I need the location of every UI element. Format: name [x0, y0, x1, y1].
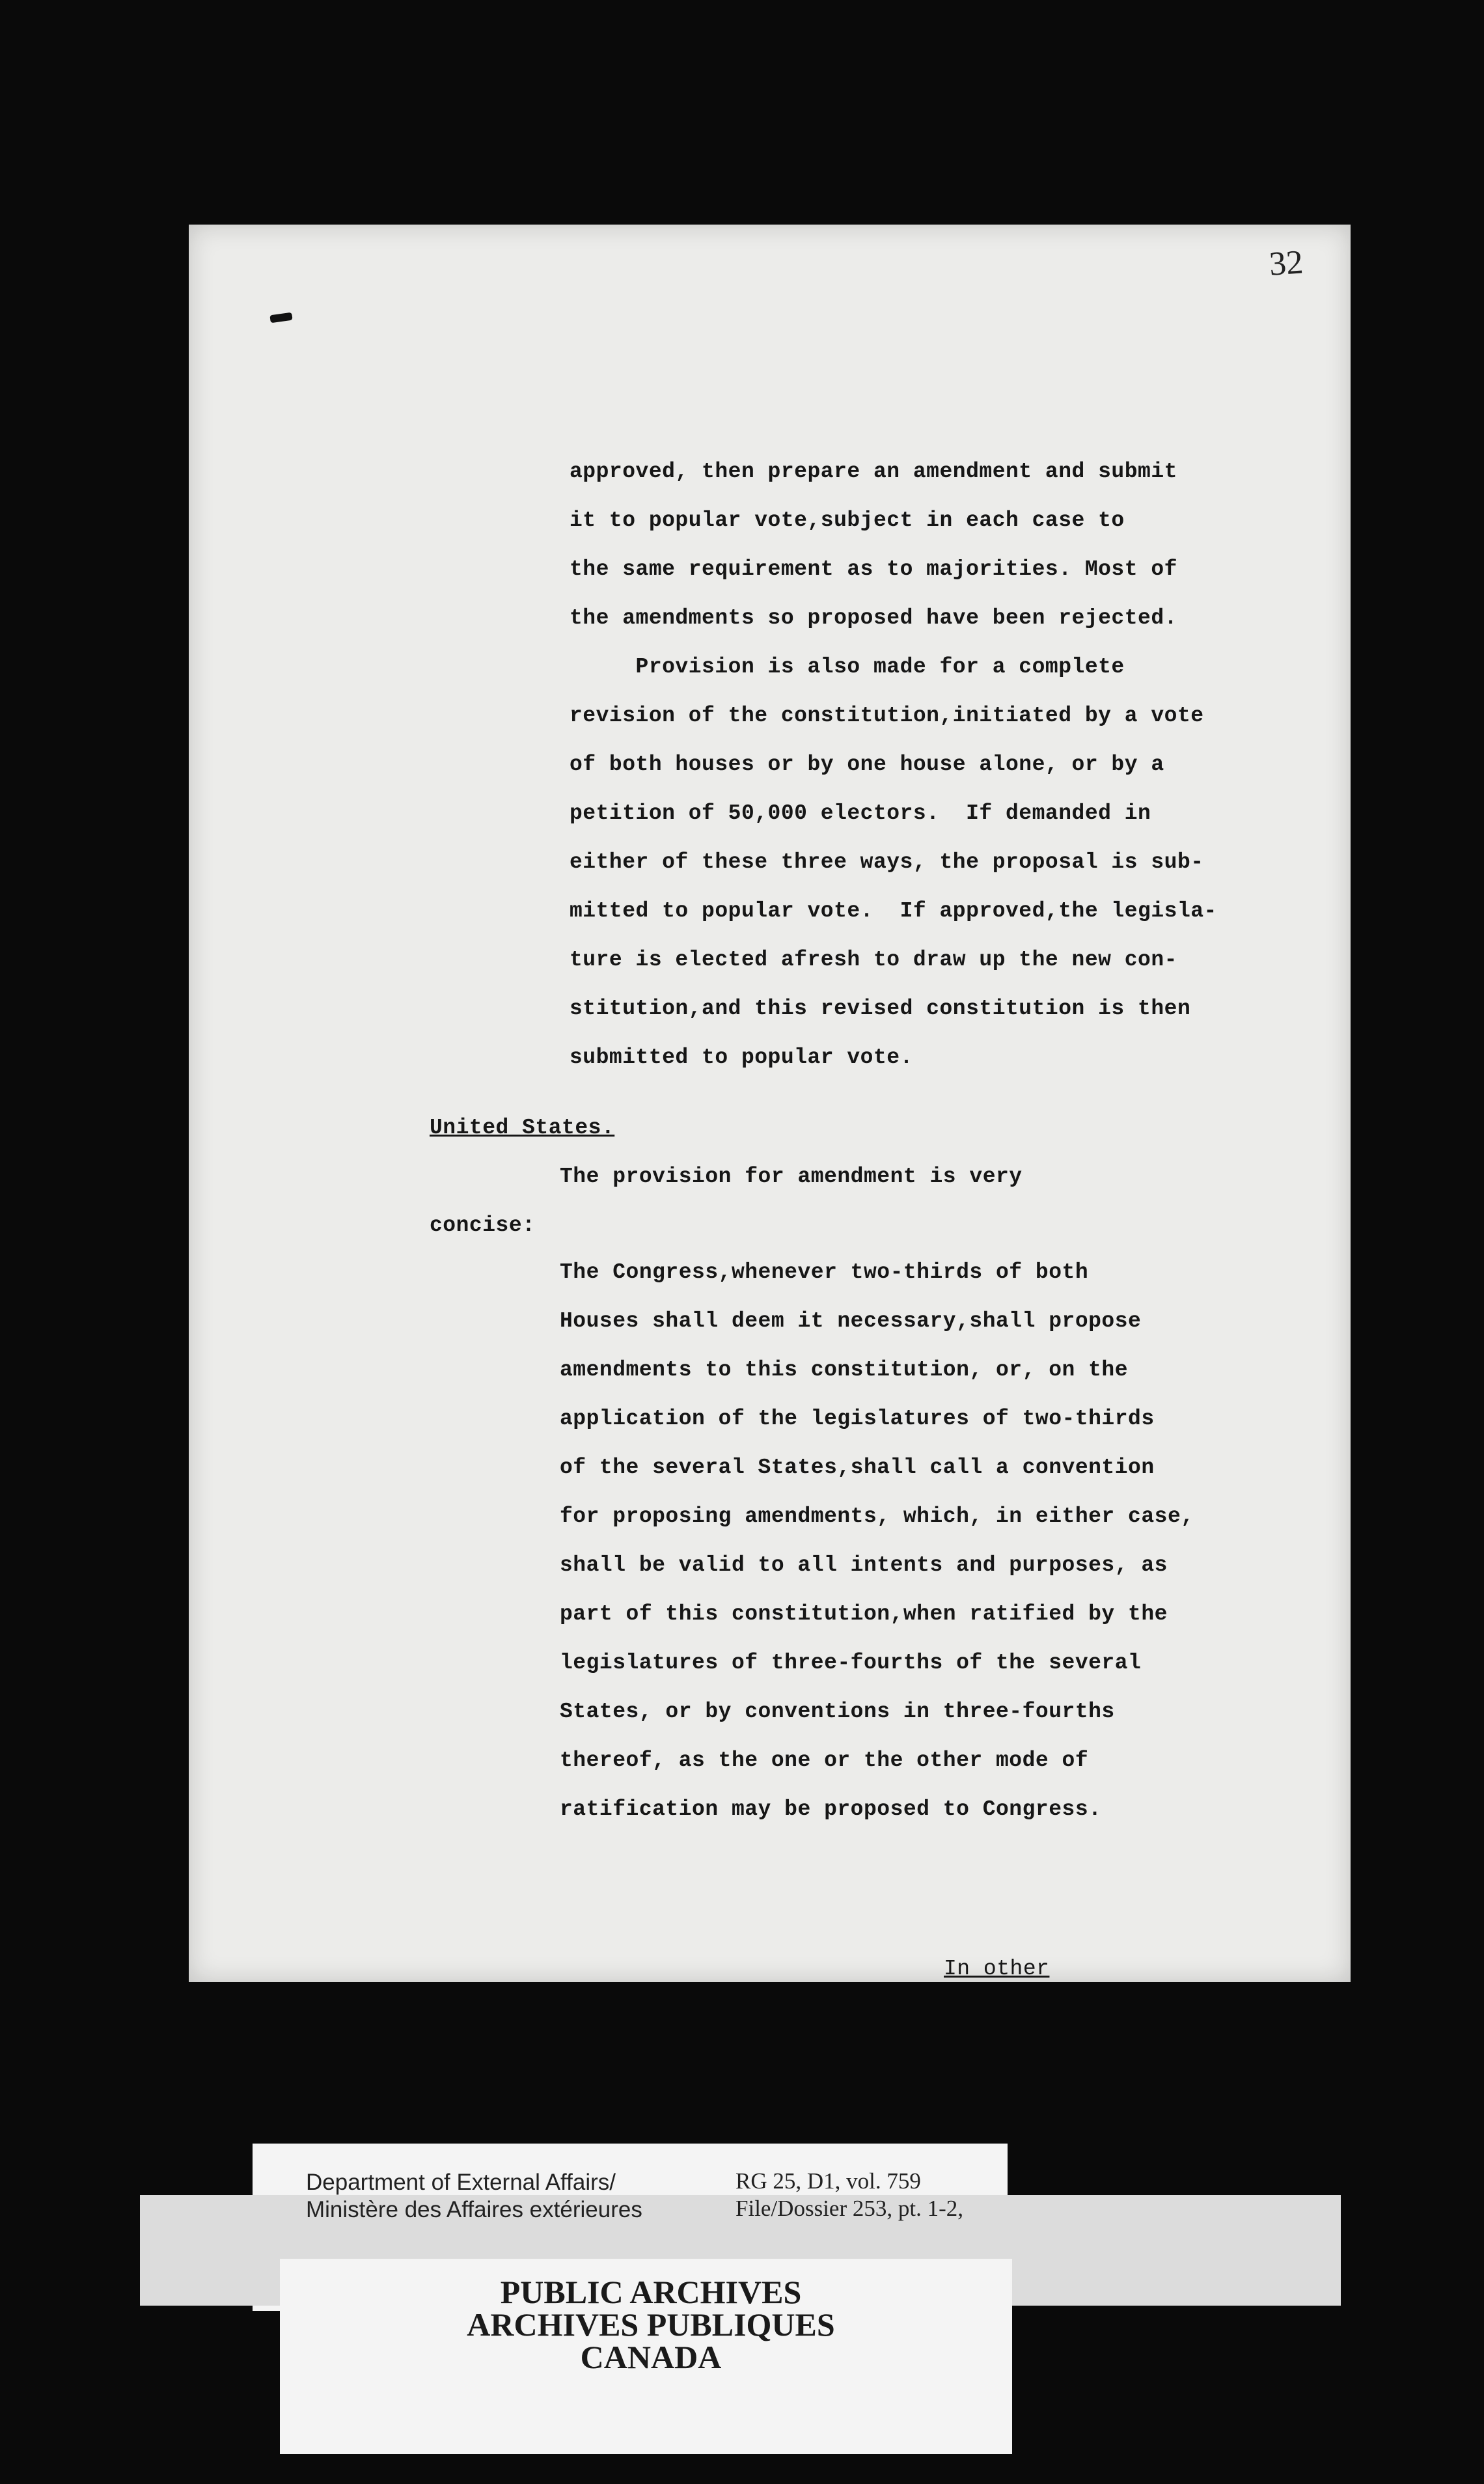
file-reference: File/Dossier 253, pt. 1-2,	[735, 2196, 963, 2221]
quote-line: Houses shall deem it necessary,shall propose	[560, 1309, 1142, 1333]
text-line: mitted to popular vote. If approved,the legisla-	[570, 899, 1217, 923]
quote-line: ratification may be proposed to Congress.	[560, 1797, 1102, 1821]
text-line: stitution,and this revised constitution is then	[570, 997, 1191, 1021]
catchword: In other	[944, 1957, 1050, 1981]
intro-line-continued: concise:	[430, 1213, 536, 1237]
text-line: petition of 50,000 electors. If demanded in	[570, 801, 1151, 825]
text-line: Provision is also made for a complete	[570, 655, 1125, 679]
section-heading: United States.	[430, 1116, 615, 1140]
quote-line: The Congress,whenever two-thirds of both	[560, 1260, 1089, 1284]
text-line: either of these three ways, the proposal is sub-	[570, 850, 1204, 874]
record-group-reference: RG 25, D1, vol. 759	[735, 2168, 921, 2194]
quote-line: for proposing amendments, which, in either case,	[560, 1504, 1194, 1528]
text-line: it to popular vote,subject in each case to	[570, 508, 1125, 532]
stamp-line-country: CANADA	[580, 2339, 722, 2375]
quote-line: legislatures of three-fourths of the several	[560, 1651, 1142, 1675]
text-line: ture is elected afresh to draw up the new con-	[570, 948, 1177, 972]
page-number: 32	[1268, 243, 1304, 283]
public-archives-stamp	[417, 2276, 885, 2373]
text-line: approved, then prepare an amendment and submit	[570, 460, 1177, 484]
department-english: Department of External Affairs/	[306, 2170, 616, 2195]
department-french: Ministère des Affaires extérieures	[306, 2197, 642, 2222]
quote-line: part of this constitution,when ratified by the	[560, 1602, 1168, 1626]
quote-line: application of the legislatures of two-thirds	[560, 1407, 1155, 1431]
intro-line: The provision for amendment is very	[560, 1165, 1023, 1189]
text-line: the amendments so proposed have been rejected.	[570, 606, 1177, 630]
body-paragraph	[570, 447, 1217, 1082]
quote-line: thereof, as the one or the other mode of	[560, 1748, 1089, 1773]
text-line: of both houses or by one house alone, or by a	[570, 752, 1164, 777]
stamp-line-english: PUBLIC ARCHIVES	[500, 2274, 802, 2310]
text-line: the same requirement as to majorities. Most of	[570, 557, 1177, 581]
stamp-line-french: ARCHIVES PUBLIQUES	[467, 2306, 835, 2343]
quote-line: of the several States,shall call a convention	[560, 1456, 1155, 1480]
text-line: submitted to popular vote.	[570, 1045, 913, 1070]
text-line: revision of the constitution,initiated by a vote	[570, 704, 1204, 728]
quote-line: States, or by conventions in three-fourths	[560, 1700, 1115, 1724]
quote-line: amendments to this constitution, or, on the	[560, 1358, 1129, 1382]
quote-line: shall be valid to all intents and purposes, as	[560, 1553, 1168, 1577]
quoted-provision	[560, 1248, 1194, 1834]
